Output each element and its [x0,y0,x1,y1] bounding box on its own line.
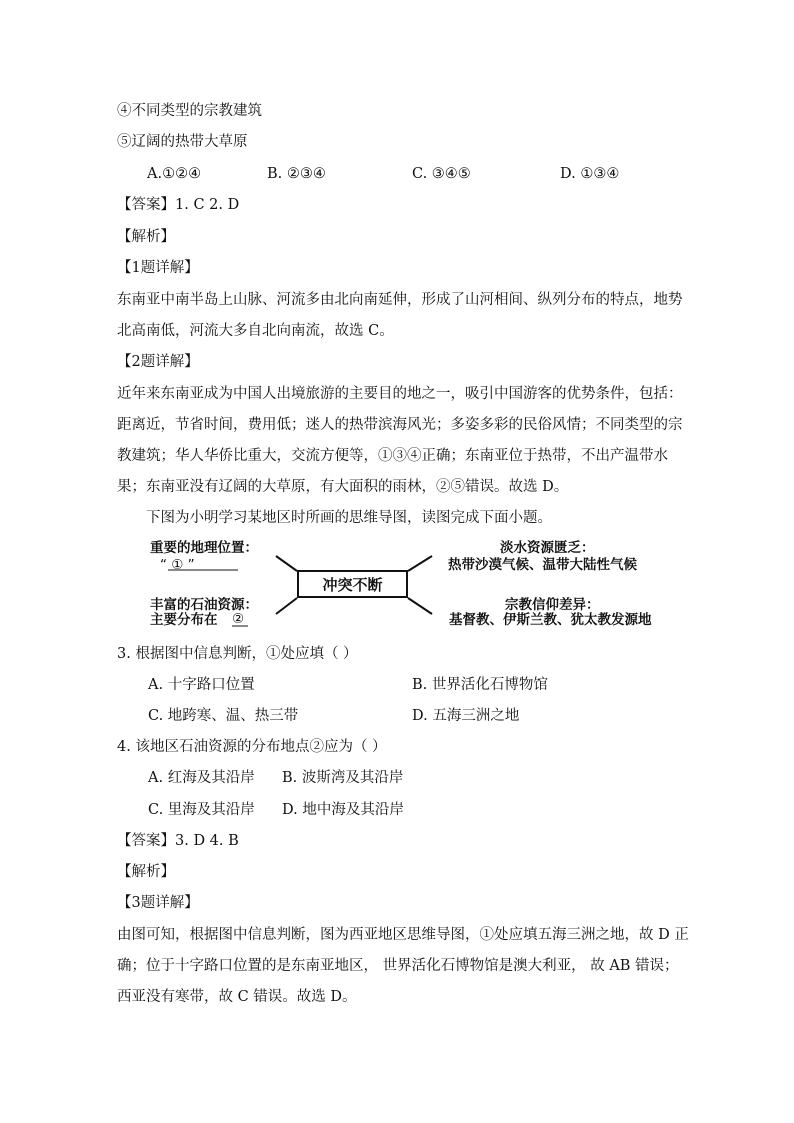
mindmap-oil-blank: ② [232,611,245,627]
q3-stem: 3. 根据图中信息判断，①处应填（ ） [117,646,358,662]
detail-2-line: 距离近，节省时间，费用低；迷人的热带滨海风光；多姿多彩的民俗风情；不同类型的宗 [117,417,683,433]
option-item-4: ④不同类型的宗教建筑 [117,103,262,119]
mindmap-water-title: 淡水资源匮乏： [500,540,595,556]
detail-3-title: 【3题详解】 [117,895,199,911]
q4-stem: 4. 该地区石油资源的分布地点②应为（ ） [117,739,387,755]
option-item-5: ⑤辽阔的热带大草原 [117,134,248,150]
q3-option-b: B. 世界活化石博物馆 [412,677,548,693]
q2-option-d: D. ①③④ [560,166,620,182]
detail-3-line: 西亚没有寒带，故 C 错误。故选 D。 [117,989,357,1005]
q3-option-c: C. 地跨寒、温、热三带 [148,708,299,724]
q3-option-a: A. 十字路口位置 [148,677,255,693]
q4-option-d: D. 地中海及其沿岸 [282,802,404,818]
detail-2-line: 近年来东南亚成为中国人出境旅游的主要目的地之一，吸引中国游客的优势条件，包括： [117,386,683,402]
q4-option-c: C. 里海及其沿岸 [148,802,255,818]
mindmap-religion-title: 宗教信仰差异： [505,597,600,613]
detail-2-line: 果；东南亚没有辽阔的大草原，有大面积的雨林，②⑤错误。故选 D。 [117,479,569,495]
answer-line-2: 【答案】3. D 4. B [117,833,239,849]
mindmap-oil-title: 丰富的石油资源： [150,597,258,613]
q4-option-b: B. 波斯湾及其沿岸 [282,770,404,786]
detail-3-line: 确；位于十字路口位置的是东南亚地区， 世界活化石博物馆是澳大利亚， 故 AB 错误； [117,958,679,974]
analysis-label-2: 【解析】 [117,864,175,880]
q2-option-c: C. ③④⑤ [412,166,471,182]
detail-2-title: 【2题详解】 [117,354,199,370]
mindmap-water-sub: 热带沙漠气候、温带大陆性气候 [448,557,637,573]
mindmap-religion-sub: 基督教、伊斯兰教、犹太教发源地 [449,612,652,628]
q4-option-a: A. 红海及其沿岸 [148,770,255,786]
mindmap-location-blank: “ ① ” [160,557,195,573]
mindmap-oil-sub: 主要分布在 [150,612,218,628]
q2-option-a: A.①②④ [147,166,202,182]
q2-option-b: B. ②③④ [267,166,326,182]
answer-line-1: 【答案】1. C 2. D [117,197,240,213]
detail-2-line: 教建筑；华人华侨比重大，交流方便等，①③④正确；东南亚位于热带，不出产温带水 [117,448,668,464]
mindmap-center-node: 冲突不断 [297,570,408,598]
detail-1-line: 东南亚中南半岛上山脉、河流多由北向南延伸，形成了山河相间、纵列分布的特点，地势 [117,292,683,308]
mindmap-location-title: 重要的地理位置： [150,540,258,556]
mindmap-intro: 下图为小明学习某地区时所画的思维导图，读图完成下面小题。 [146,510,552,526]
analysis-label: 【解析】 [117,229,175,245]
detail-1-line: 北高南低，河流大多自北向南流，故选 C。 [117,323,394,339]
q3-option-d: D. 五海三洲之地 [412,708,520,724]
detail-3-line: 由图可知，根据图中信息判断，图为西亚地区思维导图，①处应填五海三洲之地，故 D 正 [117,927,689,943]
detail-1-title: 【1题详解】 [117,260,199,276]
